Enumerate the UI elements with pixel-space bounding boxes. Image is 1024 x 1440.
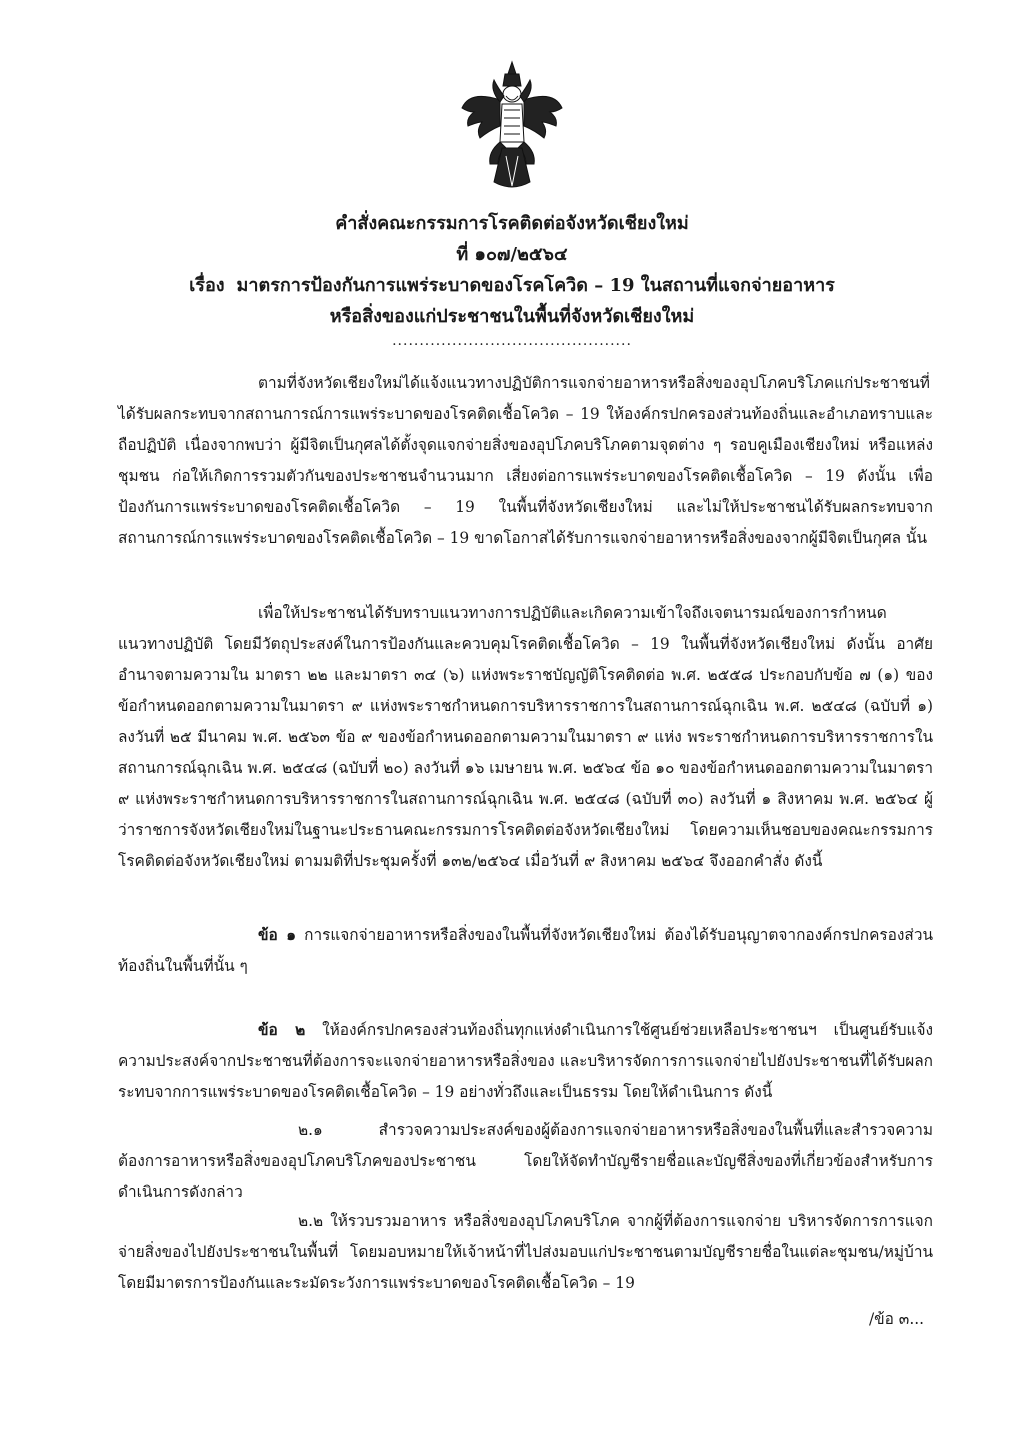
paragraph-1: ตามที่จังหวัดเชียงใหม่ได้แจ้งแนวทางปฏิบัติการแจกจ่ายอาหารหรือสิ่งของอุปโภคบริโภคแก่ประชาชนที่ได้รับผลกระทบจากสถานการณ์การแพร่ระบาดของโรคติดเชื้อโควิด – 19 ให้องค์กรปกครองส่วนท้องถิ่นและอำเภอทราบและถือปฏิบัติ เนื่องจากพบว่า ผู้มีจิตเป็นกุศลได้ตั้งจุดแจกจ่ายสิ่งของอุปโภคบริโภคตามจุดต่าง ๆ รอบคูเมืองเชียงใหม่ หรือแหล่งชุมชน ก่อให้เกิดการรวมตัวกันของประชาชนจำนวนมาก เสี่ยงต่อการแพร่ระบาดของโรคติดเชื้อโควิด – 19 ดังนั้น เพื่อป้องกันการแพร่ระบาดของโรคติดเชื้อโควิด – 19 ในพื้นที่จังหวัดเชียงใหม่ และไม่ให้ประชาชนได้รับผลกระทบจากสถานการณ์การแพร่ระบาดของโรคติดเชื้อโควิด – 19 ขาดโอกาสได้รับการแจกจ่ายอาหารหรือสิ่งของจากผู้มีจิตเป็นกุศล นั้น — [118, 374, 933, 547]
clause-1-text: การแจกจ่ายอาหารหรือสิ่งของในพื้นที่จังหวัดเชียงใหม่ ต้องได้รับอนุญาตจากองค์กรปกครองส่วนท้องถิ่นในพื้นที่นั้น ๆ — [118, 926, 933, 975]
subject-text-2: หรือสิ่งของแก่ประชาชนในพื้นที่จังหวัดเชียงใหม่ — [329, 306, 695, 327]
paragraph-2: เพื่อให้ประชาชนได้รับทราบแนวทางการปฏิบัติและเกิดความเข้าใจถึงเจตนารมณ์ของการกำหนดแนวทางปฏิบัติ โดยมีวัตถุประสงค์ในการป้องกันและควบคุมโรคติดเชื้อโควิด – 19 ในพื้นที่จังหวัดเชียงใหม่ ดังนั้น อาศัยอำนาจตามความใน มาตรา ๒๒ และมาตรา ๓๔ (๖) แห่งพระราชบัญญัติโรคติดต่อ พ.ศ. ๒๕๕๘ ประกอบกับข้อ ๗ (๑) ของข้อกำหนดออกตามความในมาตรา ๙ แห่งพระราชกำหนดการบริหารราชการในสถานการณ์ฉุกเฉิน พ.ศ. ๒๕๔๘ (ฉบับที่ ๑) ลงวันที่ ๒๕ มีนาคม พ.ศ. ๒๕๖๓ ข้อ ๙ ของข้อกำหนดออกตามความในมาตรา ๙ แห่ง พระราชกำหนดการบริหารราชการในสถานการณ์ฉุกเฉิน พ.ศ. ๒๕๔๘ (ฉบับที่ ๒๐) ลงวันที่ ๑๖ เมษายน พ.ศ. ๒๕๖๔ ข้อ ๑๐ ของข้อกำหนดออกตามความในมาตรา ๙ แห่งพระราชกำหนดการบริหารราชการในสถานการณ์ฉุกเฉิน พ.ศ. ๒๕๔๘ (ฉบับที่ ๓๐) ลงวันที่ ๑ สิงหาคม พ.ศ. ๒๕๖๔ ผู้ว่าราชการจังหวัดเชียงใหม่ในฐานะประธานคณะกรรมการโรคติดต่อจังหวัดเชียงใหม่ โดยความเห็นชอบของคณะกรรมการโรคติดต่อจังหวัดเชียงใหม่ ตามมติที่ประชุมครั้งที่ ๑๓๒/๒๕๖๔ เมื่อวันที่ ๙ สิงหาคม ๒๕๖๔ จึงออกคำสั่ง ดังนี้ — [118, 604, 933, 870]
garuda-emblem-icon — [460, 60, 564, 200]
subject-text-1: มาตรการป้องกันการแพร่ระบาดของโรคโควิด – 19 ในสถานที่แจกจ่ายอาหาร — [236, 275, 835, 296]
clause-1 — [118, 920, 933, 982]
clause-2-label: ข้อ ๒ — [258, 1021, 306, 1039]
order-number: ที่ ๑๐๗/๒๕๖๔ — [456, 244, 568, 265]
clause-2-text: ให้องค์กรปกครองส่วนท้องถิ่นทุกแห่งดำเนินการใช้ศูนย์ช่วยเหลือประชาชนฯ เป็นศูนย์รับแจ้งความประสงค์จากประชาชนที่ต้องการจะแจกจ่ายอาหารหรือสิ่งของ และบริหารจัดการการแจกจ่ายไปยังประชาชนที่ได้รับผลกระทบจากการแพร่ระบาดของโรคติดเชื้อโควิด – 19 อย่างทั่วถึงและเป็นธรรม โดยให้ดำเนินการ ดังนี้ — [118, 1021, 933, 1101]
subject-label: เรื่อง — [189, 275, 225, 296]
clause-1-label: ข้อ ๑ — [258, 926, 297, 944]
clause-2-2: ๒.๒ ให้รวบรวมอาหาร หรือสิ่งของอุปโภคบริโภค จากผู้ที่ต้องการแจกจ่าย บริหารจัดการการแจกจ่ายสิ่งของไปยังประชาชนในพื้นที่ โดยมอบหมายให้เจ้าหน้าที่ไปส่งมอบแก่ประชาชนตามบัญชีรายชื่อในแต่ละชุมชน/หมู่บ้าน โดยมีมาตรการป้องกันและระมัดระวังการแพร่ระบาดของโรคติดเชื้อโควิด – 19 — [118, 1212, 933, 1292]
continued-marker: /ข้อ ๓... — [868, 1310, 924, 1328]
subject-line — [0, 272, 1024, 300]
clause-2-1: ๒.๑ สำรวจความประสงค์ของผู้ต้องการแจกจ่ายอาหารหรือสิ่งของในพื้นที่และสำรวจความต้องการอาหารหรือสิ่งของอุปโภคบริโภคของประชาชน โดยให้จัดทำบัญชีรายชื่อและบัญชีสิ่งของที่เกี่ยวข้องสำหรับการดำเนินการดังกล่าว — [118, 1121, 933, 1201]
clause-2 — [118, 1015, 933, 1108]
separator: ............................................ — [392, 333, 632, 349]
order-title: คำสั่งคณะกรรมการโรคติดต่อจังหวัดเชียงใหม่ — [335, 213, 689, 234]
